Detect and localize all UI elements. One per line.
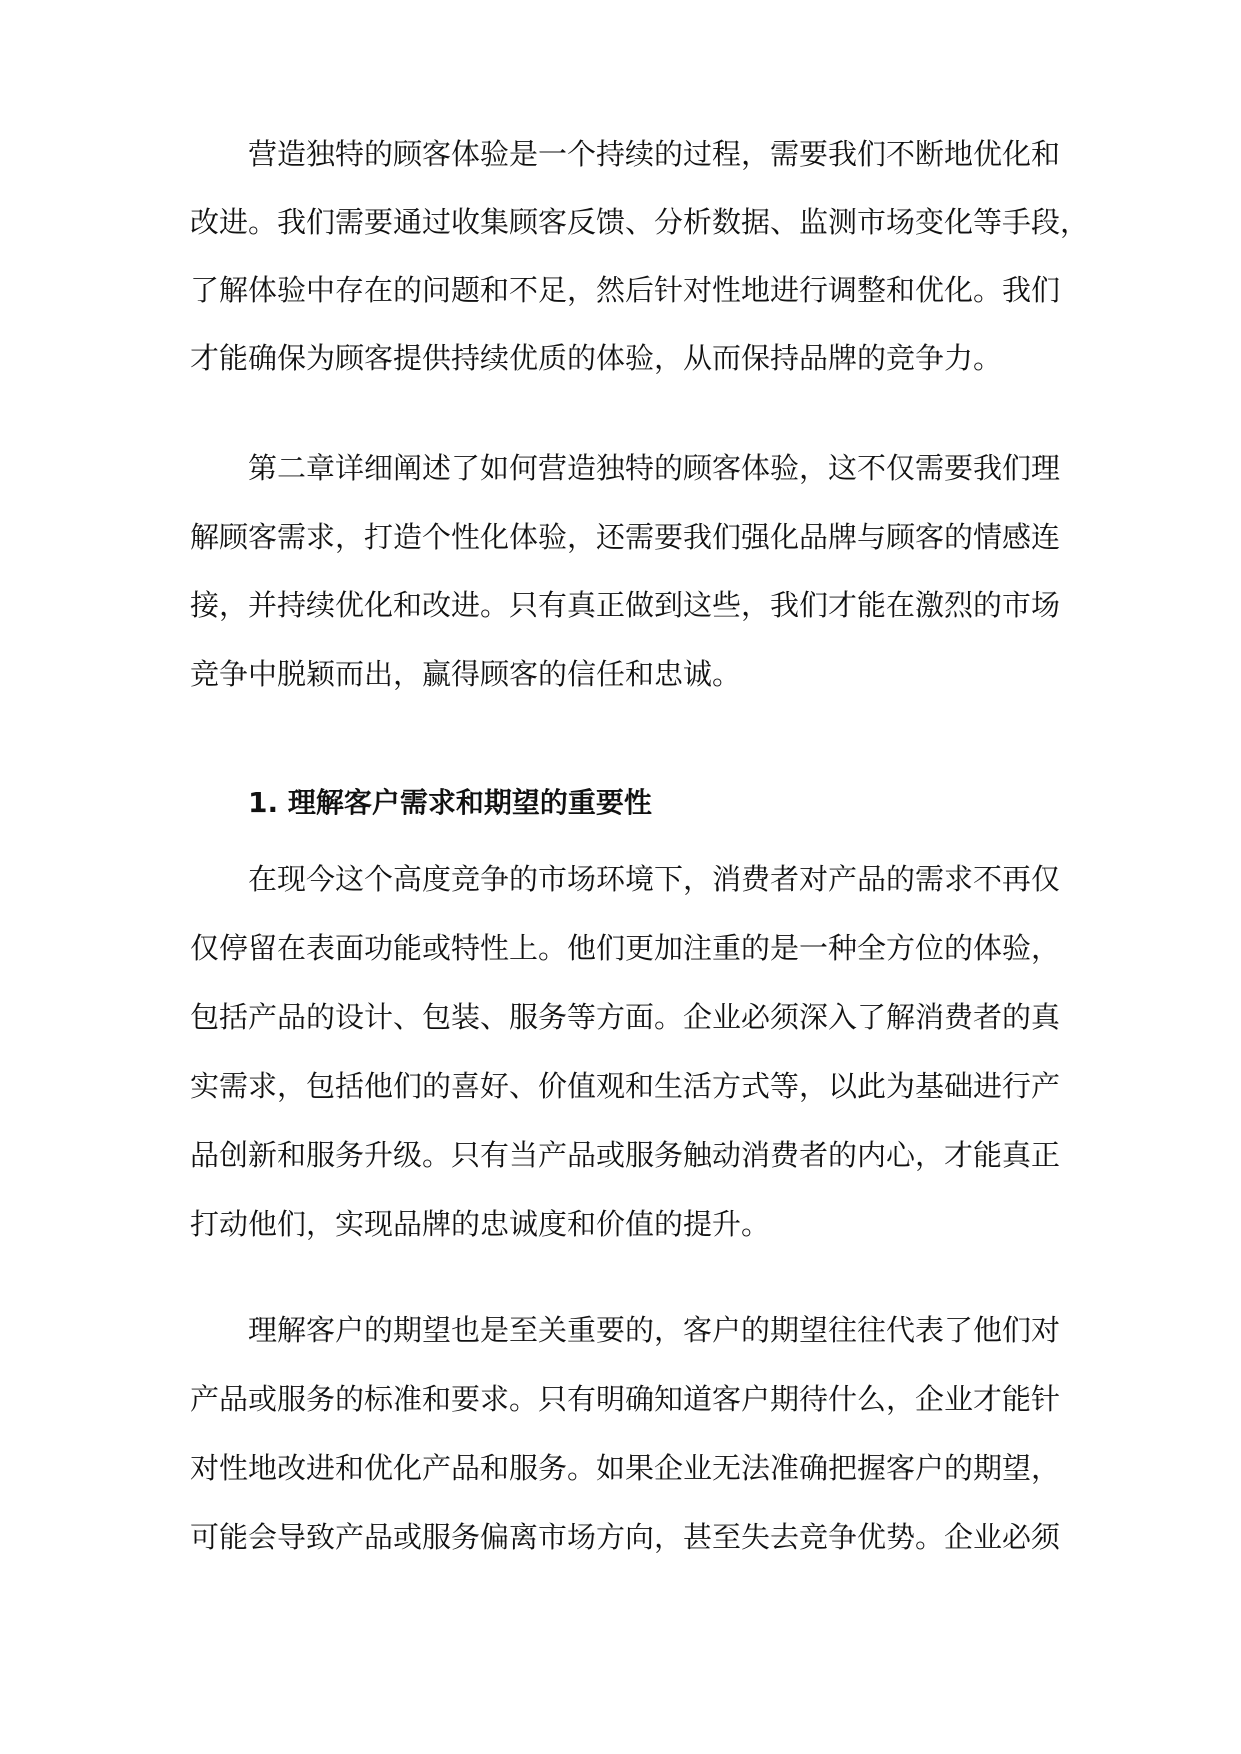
paragraph-1-line-4: 才能确保为顾客提供持续优质的体验，从而保持品牌的竞争力。 xyxy=(190,341,1003,375)
section-heading: 1. 理解客户需求和期望的重要性 xyxy=(248,786,652,819)
paragraph-3-line-6: 打动他们，实现品牌的忠诚度和价值的提升。 xyxy=(190,1207,771,1241)
paragraph-2-line-4: 竞争中脱颖而出，赢得顾客的信任和忠诚。 xyxy=(190,657,742,691)
paragraph-3-line-4: 实需求，包括他们的喜好、价值观和生活方式等，以此为基础进行产 xyxy=(190,1069,1061,1103)
paragraph-4-line-3: 对性地改进和优化产品和服务。如果企业无法准确把握客户的期望， xyxy=(190,1451,1061,1485)
paragraph-3-line-5: 品创新和服务升级。只有当产品或服务触动消费者的内心，才能真正 xyxy=(190,1138,1061,1172)
paragraph-4-line-1: 理解客户的期望也是至关重要的，客户的期望往往代表了他们对 xyxy=(248,1313,1061,1347)
paragraph-4-line-2: 产品或服务的标准和要求。只有明确知道客户期待什么，企业才能针 xyxy=(190,1382,1061,1416)
paragraph-2-line-1: 第二章详细阐述了如何营造独特的顾客体验，这不仅需要我们理 xyxy=(248,451,1061,485)
paragraph-1-line-2: 改进。我们需要通过收集顾客反馈、分析数据、监测市场变化等手段， xyxy=(190,205,1090,239)
paragraph-1-line-1: 营造独特的顾客体验是一个持续的过程，需要我们不断地优化和 xyxy=(248,137,1061,171)
paragraph-3-line-1: 在现今这个高度竞争的市场环境下，消费者对产品的需求不再仅 xyxy=(248,862,1061,896)
paragraph-2-line-3: 接，并持续优化和改进。只有真正做到这些，我们才能在激烈的市场 xyxy=(190,588,1061,622)
paragraph-2-line-2: 解顾客需求，打造个性化体验，还需要我们强化品牌与顾客的情感连 xyxy=(190,520,1061,554)
paragraph-1-line-3: 了解体验中存在的问题和不足，然后针对性地进行调整和优化。我们 xyxy=(190,273,1061,307)
paragraph-4-line-4: 可能会导致产品或服务偏离市场方向，甚至失去竞争优势。企业必须 xyxy=(190,1520,1061,1554)
paragraph-3-line-2: 仅停留在表面功能或特性上。他们更加注重的是一种全方位的体验， xyxy=(190,931,1061,965)
paragraph-3-line-3: 包括产品的设计、包装、服务等方面。企业必须深入了解消费者的真 xyxy=(190,1000,1061,1034)
